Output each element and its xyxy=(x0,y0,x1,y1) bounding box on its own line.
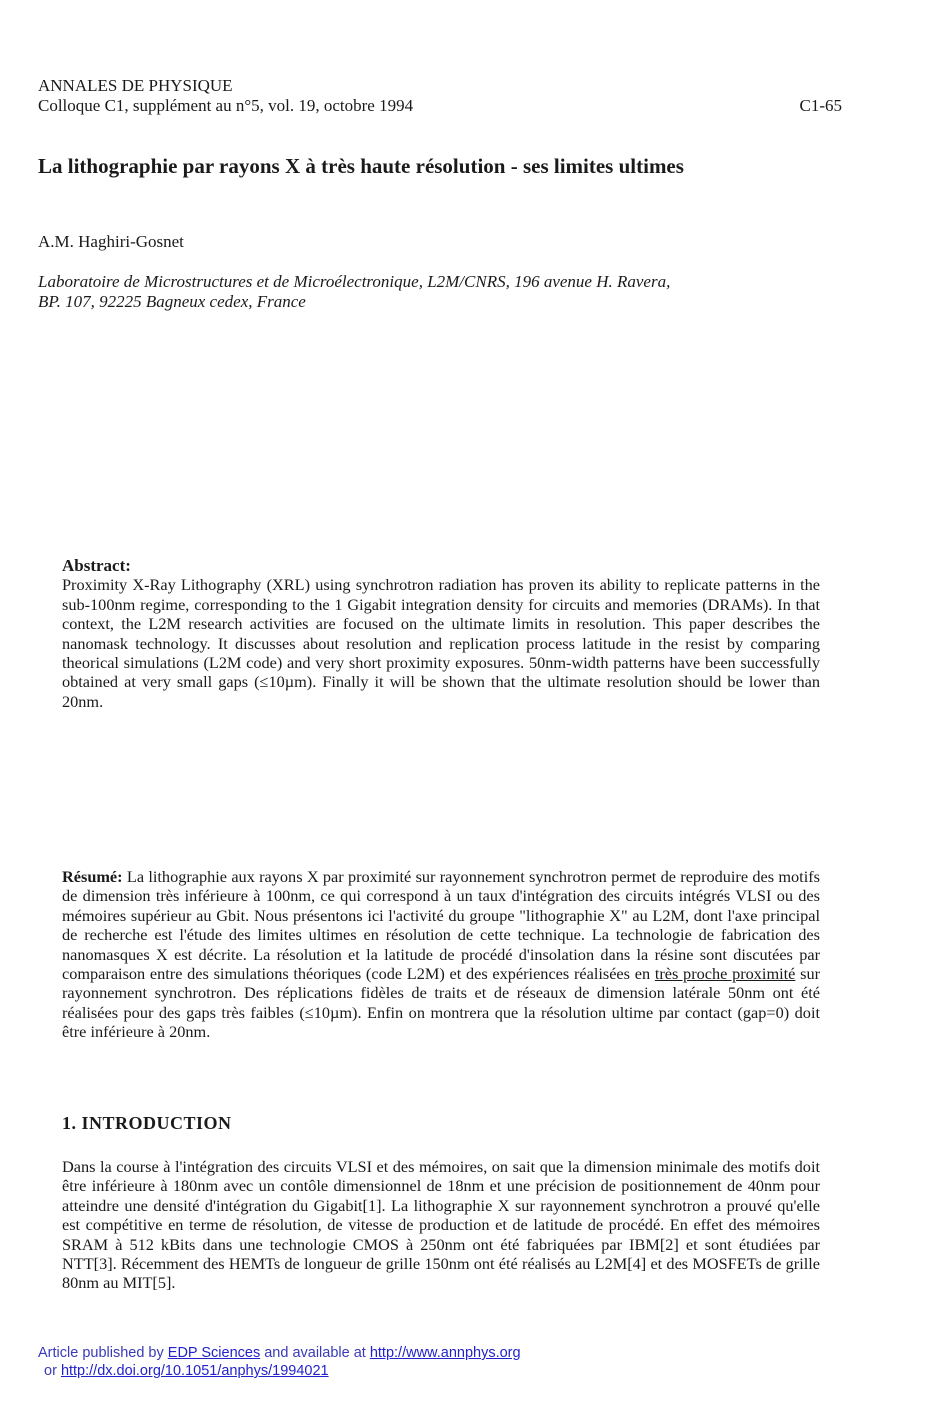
resume-text-before: La lithographie aux rayons X par proximité sur rayonnement synchrotron permet de reproduire des motifs de dimension très inférieure à 100nm, ce qui correspond à un taux d'intégration des circuits intégrés VLSI ou des mémoires supérieur au Gbit. Nous présentons ici l'activité du groupe "lithographie X" au L2M, dont l'axe principal de recherche est l'étude des limites ultimes en résolution de cette technique. La technologie de fabrication des nanomasques X est décrite. La résolution et la latitude de procédé d'insolation dans la résine sont discutées par comparaison entre des simulations théoriques (code L2M) et des expériences réalisées en xyxy=(62,867,820,984)
section-1-text: Dans la course à l'intégration des circuits VLSI et des mémoires, on sait que la dimension minimale des motifs doit être inférieure à 180nm avec un contôle dimensionnel de 18nm et une précision de positionnement de 40nm pour atteindre une densité d'intégration du Gigabit[1]. La lithographie X sur rayonnement synchrotron a prouvé qu'elle est compétitive en terme de résolution, de vitesse de production et de latitude de procédé. En effet des mémoires SRAM à 512 kBits dans une technologie CMOS à 250nm ont été fabriquées par IBM[2] et sont étudiées par NTT[3]. Récemment des HEMTs de longueur de grille 150nm ont été réalisés au L2M[4] et des MOSFETs de grille 80nm au MIT[5]. xyxy=(62,1157,820,1293)
abstract-text: Proximity X-Ray Lithography (XRL) using synchrotron radiation has proven its ability to replicate patterns in the sub-100nm regime, corresponding to the 1 Gigabit integration density for circuits and memories (DRAMs). In that context, the L2M research activities are focused on the ultimate limits in resolution. This paper describes the nanomask technology. It discusses about resolution and replication process latitude in the resist by comparing theorical simulations (L2M code) and very short proximity exposures. 50nm-width patterns have been successfully obtained at very small gaps (≤10µm). Finally it will be shown that the ultimate resolution should be lower than 20nm. xyxy=(62,575,820,711)
resume-text-underlined: très proche proximité xyxy=(654,964,796,984)
colloque-info: Colloque C1, supplément au n°5, vol. 19, octobre 1994 xyxy=(38,96,414,115)
publisher-link[interactable]: EDP Sciences xyxy=(167,1345,261,1361)
footer-line-2 xyxy=(38,1362,521,1380)
doi-link[interactable]: http://dx.doi.org/10.1051/anphys/1994021 xyxy=(60,1363,329,1379)
affiliation-line-1: Laboratoire de Microstructures et de Microélectronique, L2M/CNRS, 196 avenue H. Ravera, xyxy=(38,272,671,291)
abstract-heading: Abstract: xyxy=(62,556,131,575)
resume-text-after: sur rayonnement synchrotron. Des réplications fidèles de traits et de réseaux de dimension latérale 50nm ont été réalisées pour des gaps très faibles (≤10µm). Enfin on montrera que la résolution ultime par contact (gap=0) doit être inférieure à 20nm. xyxy=(62,964,821,1042)
affiliation-line-2: BP. 107, 92225 Bagneux cedex, France xyxy=(38,292,306,311)
footer-middle: and available at xyxy=(264,1345,366,1361)
journal-name: ANNALES DE PHYSIQUE xyxy=(38,76,233,95)
page-number: C1-65 xyxy=(799,96,842,115)
footer-line-1 xyxy=(38,1344,521,1362)
annphys-link[interactable]: http://www.annphys.org xyxy=(369,1345,521,1361)
author: A.M. Haghiri-Gosnet xyxy=(38,232,184,251)
journal-header xyxy=(38,76,413,116)
resume-heading: Résumé: xyxy=(62,867,123,886)
abstract xyxy=(62,556,820,711)
footer xyxy=(38,1344,521,1380)
paper-title: La lithographie par rayons X à très haute résolution - ses limites ultimes xyxy=(38,154,684,178)
footer-or: or xyxy=(44,1363,57,1379)
footer-prefix: Article published by xyxy=(38,1345,164,1361)
affiliation xyxy=(38,272,838,312)
section-1-title: 1. INTRODUCTION xyxy=(62,1113,232,1133)
resume xyxy=(62,867,820,1042)
